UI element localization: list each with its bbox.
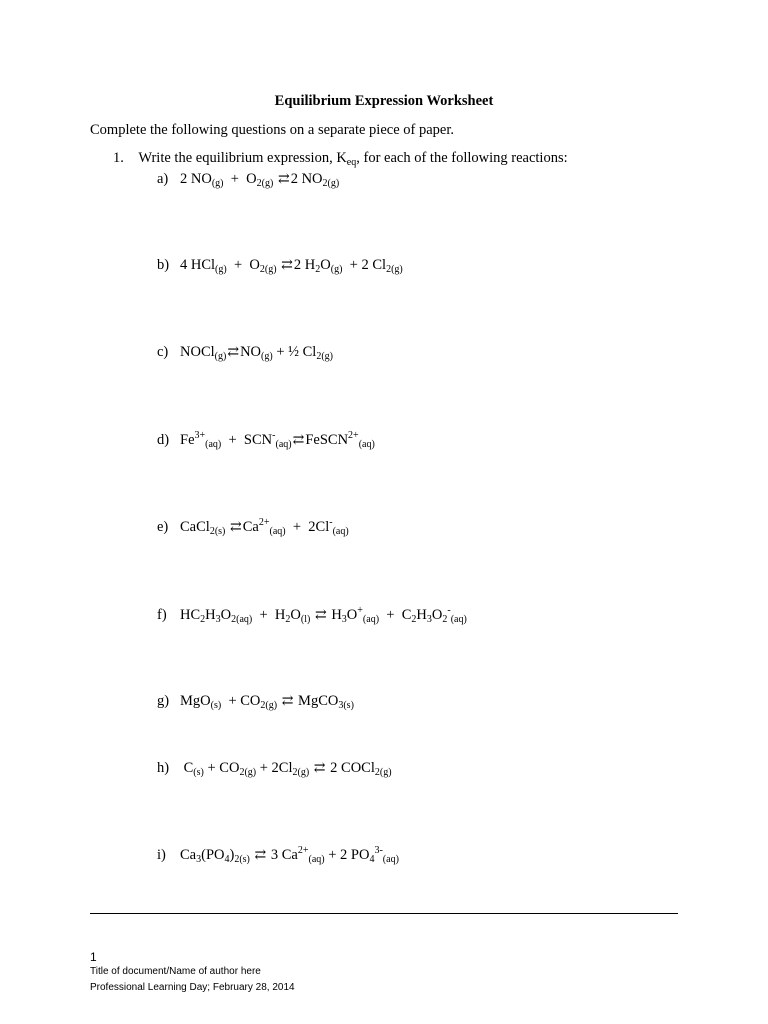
reaction-equation: $MgO_{(s)} + CO_{2(g)}$ ⇄ MgCO$_{3(s)}$ — [180, 693, 354, 711]
footer-document-title: Title of document/Name of author here — [90, 966, 261, 977]
reaction-item — [157, 693, 354, 710]
reaction-equation: $C_{(s)} + CO_{2(g)} + 2Cl_{2(g)}$ ⇄ 2 COCl$_{2(g)}$ — [180, 760, 392, 778]
reaction-equation: CaCl$_{2(s)}$ $⇄Ca^{2+}_{(aq)} + 2Cl^-_{(aq)}$ — [180, 517, 349, 537]
reaction-item — [157, 344, 333, 361]
reaction-equation: 4 $HCl_{(g)} + O_{2(g)}$ ⇄2 $H_2O_{(g)} + 2$ $Cl_{2(g)}$ — [180, 257, 403, 275]
reaction-letter: i) — [157, 847, 166, 863]
worksheet-title: Equilibrium Expression Worksheet — [274, 93, 494, 109]
reaction-item — [157, 760, 392, 777]
k-subscript: eq — [346, 157, 357, 168]
reaction-item — [157, 171, 339, 188]
footer-event: Professional Learning Day; February 28, 2014 — [90, 982, 295, 993]
question-text-after: , for each of the following reactions: — [356, 150, 568, 166]
reaction-letter: e) — [157, 519, 169, 535]
page-number: 1 — [90, 950, 97, 964]
reaction-item — [157, 519, 349, 536]
reaction-item — [157, 432, 375, 449]
reaction-letter: b) — [157, 257, 170, 273]
reaction-item — [157, 257, 403, 274]
reaction-equation: $Ca_3(PO_4)_{2(s)}$ ⇄ 3 $Ca^{2+}_{(aq)} + 2$ $PO_4^{3-}_{(aq)}$ — [180, 845, 399, 865]
reaction-letter: f) — [157, 607, 167, 623]
question-1 — [113, 150, 568, 167]
reaction-letter: d) — [157, 432, 170, 448]
footer-divider — [90, 913, 678, 914]
reaction-letter: c) — [157, 344, 169, 360]
reaction-letter: h) — [157, 760, 170, 776]
question-text-before: Write the equilibrium expression, K — [138, 150, 347, 166]
instructions: Complete the following questions on a separate piece of paper. — [90, 122, 455, 138]
reaction-equation: $HC_2H_3O_{2(aq)} + H_2O_{(l)}$ ⇄ $H_3O^+_{(aq)} + C_2H_3O_2^-_{(aq)}$ — [180, 605, 467, 625]
reaction-item — [157, 607, 467, 624]
reaction-equation: $Fe^{3+}_{(aq)}$ + $SCN^-_{(aq)}⇄FeSCN^{2+}_{(aq)}$ — [180, 430, 375, 450]
reaction-equation: 2 $NO_{(g)} + O_{2(g)}$ ⇄2 $NO_{2(g)}$ — [180, 171, 340, 189]
reaction-letter: a) — [157, 171, 169, 187]
question-number: 1. — [113, 150, 124, 166]
reaction-item — [157, 847, 399, 864]
reaction-letter: g) — [157, 693, 170, 709]
reaction-equation: $NOCl_{(g)}⇄NO_{(g)}$ + ½ $Cl_{2(g)}$ — [180, 344, 333, 362]
